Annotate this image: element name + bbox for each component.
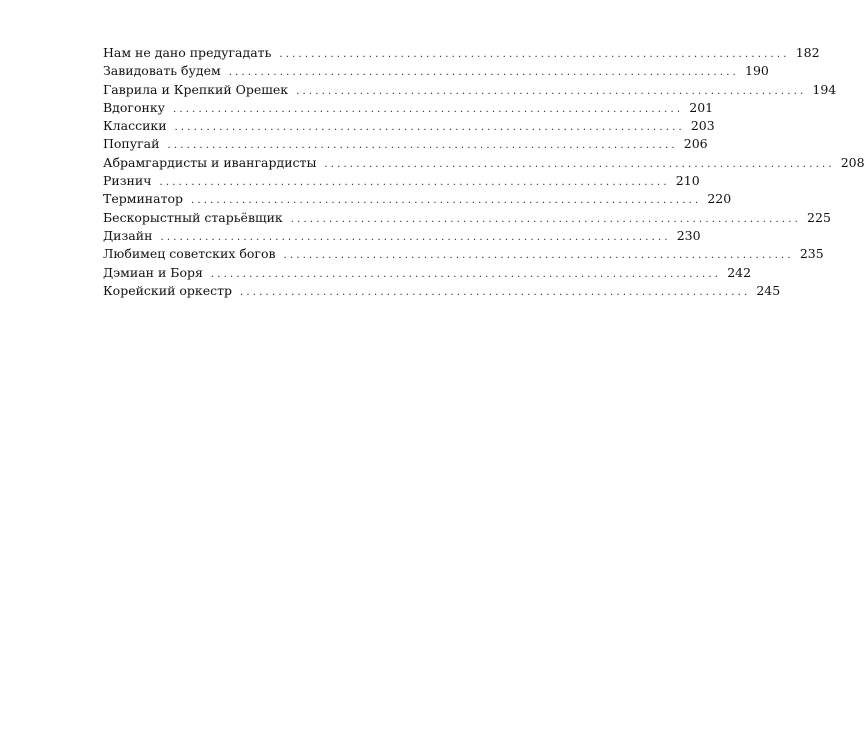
toc-entry-page: 208 xyxy=(840,154,865,170)
table-of-contents xyxy=(103,44,865,300)
toc-entry xyxy=(103,209,831,227)
dot-leader: ................................................................................ xyxy=(160,231,671,243)
toc-entry xyxy=(103,117,715,135)
toc-entry-title: Классики xyxy=(103,118,167,134)
toc-entry-page: 235 xyxy=(799,246,824,262)
dot-leader: ................................................................................ xyxy=(290,213,802,225)
toc-entry-page: 245 xyxy=(756,282,781,298)
toc-entry-page: 203 xyxy=(690,118,715,134)
dot-leader: ................................................................................ xyxy=(191,195,702,207)
dot-leader: ................................................................................ xyxy=(159,177,670,189)
toc-entry-title: Терминатор xyxy=(103,191,184,207)
dot-leader: ................................................................................ xyxy=(324,158,835,170)
toc-entry xyxy=(103,227,701,245)
toc-entry-title: Гаврила и Крепкий Орешек xyxy=(103,81,289,97)
toc-entry-page: 206 xyxy=(683,136,708,152)
toc-entry xyxy=(103,135,708,153)
toc-entry xyxy=(103,62,769,80)
toc-entry xyxy=(103,44,820,62)
toc-entry xyxy=(103,81,837,99)
toc-entry-title: Дэмиан и Боря xyxy=(103,264,203,280)
toc-entry-page: 225 xyxy=(807,209,831,225)
toc-entry xyxy=(103,154,865,172)
toc-entry-title: Вдогонку xyxy=(103,99,165,115)
toc-entry-title: Бескорыстный старьёвщик xyxy=(103,209,283,225)
dot-leader: ................................................................................ xyxy=(240,286,751,298)
toc-entry-title: Завидовать будем xyxy=(103,63,221,79)
toc-entry-page: 242 xyxy=(727,264,752,280)
toc-entry-page: 230 xyxy=(676,227,701,243)
toc-entry-title: Ризнич xyxy=(103,173,152,189)
dot-leader: ................................................................................ xyxy=(228,67,740,79)
toc-entry-page: 201 xyxy=(689,99,714,115)
toc-entry-page: 220 xyxy=(707,191,732,207)
toc-entry-title: Дизайн xyxy=(103,227,153,243)
toc-entry-title: Нам не дано предугадать xyxy=(103,45,272,60)
toc-entry-page: 194 xyxy=(812,81,837,97)
dot-leader: ................................................................................ xyxy=(283,250,794,262)
toc-entry-page: 182 xyxy=(795,45,820,60)
toc-entry xyxy=(103,172,700,190)
dot-leader: ................................................................................ xyxy=(210,268,722,280)
dot-leader: ................................................................................ xyxy=(167,140,678,152)
toc-entry-page: 210 xyxy=(675,173,700,189)
toc-entry-title: Любимец советских богов xyxy=(103,246,276,262)
dot-leader: ................................................................................ xyxy=(172,103,684,115)
toc-entry xyxy=(103,245,824,263)
toc-entry xyxy=(103,190,732,208)
toc-entry-title: Корейский оркестр xyxy=(103,282,233,298)
toc-entry-title: Попугай xyxy=(103,136,160,152)
toc-entry-page: 190 xyxy=(745,63,769,79)
dot-leader: ................................................................................ xyxy=(279,49,790,60)
toc-entry xyxy=(103,282,781,300)
toc-entry xyxy=(103,264,752,282)
toc-entry xyxy=(103,99,714,117)
toc-entry-title: Абрамгардисты и ивангардисты xyxy=(103,154,317,170)
dot-leader: ................................................................................ xyxy=(174,122,685,134)
dot-leader: ................................................................................ xyxy=(296,85,807,97)
